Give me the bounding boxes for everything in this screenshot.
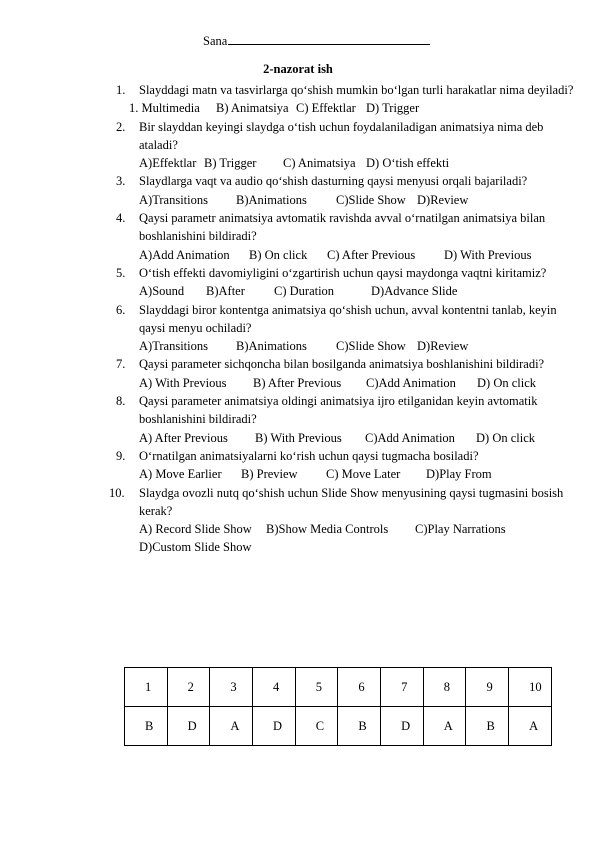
question-options <box>129 99 576 117</box>
table-cell: B <box>125 707 168 746</box>
option: A)Transitions <box>139 192 208 207</box>
table-cell: 10 <box>509 668 552 707</box>
question-item <box>116 172 576 209</box>
answer-table-header-row <box>125 668 552 707</box>
option: B)Animations <box>236 339 307 354</box>
option: B)Show Media Controls <box>266 522 389 537</box>
option: A) Record Slide Show <box>139 522 252 537</box>
question-options <box>139 191 576 209</box>
question-number: 6. <box>116 302 126 317</box>
question-text: Bir slayddan keyingi slaydga o‘tish uchun foydalaniladigan animatsiya nima deb ataladi? <box>139 119 544 152</box>
date-field <box>203 30 430 50</box>
question-item <box>109 484 576 557</box>
question-options <box>139 246 576 264</box>
question-number: 1. <box>116 83 126 97</box>
table-cell: 4 <box>253 668 296 707</box>
option: D) On click <box>477 375 537 390</box>
option: B) After Previous <box>253 375 342 390</box>
option: C)Add Animation <box>366 375 456 390</box>
table-cell: D <box>253 707 296 746</box>
table-cell: 7 <box>381 668 424 707</box>
option: A) After Previous <box>139 430 228 445</box>
table-cell: D <box>381 707 424 746</box>
table-cell: 1 <box>125 668 168 707</box>
question-text: O‘tish effekti davomiyligini o‘zgartirish uchun qaysi maydonga vaqtni kiritamiz? <box>139 265 547 280</box>
question-item <box>116 264 576 301</box>
question-item <box>116 447 576 484</box>
option: A) Move Earlier <box>139 467 222 482</box>
option: D)Review <box>417 339 469 354</box>
option: D)Play From <box>426 467 492 482</box>
table-cell: 8 <box>423 668 466 707</box>
question-options <box>139 374 576 392</box>
question-text: Slayddagi biror kontentga animatsiya qo‘shish uchun, avval kontentni tanlab, keyin qaysi menyu ochiladi? <box>139 302 557 335</box>
option: B) Preview <box>241 467 298 482</box>
question-options <box>139 282 576 300</box>
table-cell: B <box>466 707 509 746</box>
question-item <box>116 392 576 447</box>
date-label: Sana <box>203 34 228 48</box>
page-title: 2-nazorat ish <box>263 62 333 76</box>
question-item <box>116 301 576 356</box>
option: A)Sound <box>139 284 185 299</box>
option: D)Advance Slide <box>371 284 458 299</box>
option: 1. Multimedia <box>129 101 200 116</box>
answer-table <box>124 667 552 746</box>
question-number: 5. <box>116 265 126 280</box>
table-cell: A <box>509 707 552 746</box>
option: C)Slide Show <box>336 339 406 354</box>
option: A)Effektlar <box>139 156 197 171</box>
question-options <box>139 538 576 556</box>
table-cell: B <box>338 707 381 746</box>
option: C) After Previous <box>327 247 416 262</box>
answer-table-row <box>125 707 552 746</box>
question-number: 10. <box>109 485 125 500</box>
option: B) With Previous <box>255 430 342 445</box>
option: C) Effektlar <box>296 101 356 116</box>
option: A)Transitions <box>139 339 208 354</box>
question-text: Slaydlarga vaqt va audio qo‘shish dasturning qaysi menyusi orqali bajariladi? <box>139 174 528 189</box>
option: C) Animatsiya <box>283 156 356 171</box>
question-item <box>116 118 576 173</box>
option: C) Duration <box>274 284 335 299</box>
date-blank-line <box>228 30 430 45</box>
option: D) On click <box>476 430 536 445</box>
question-text: O‘rnatilgan animatsiyalarni ko‘rish uchun qaysi tugmacha bosiladi? <box>139 448 479 463</box>
question-text: Qaysi parameter animatsiya oldingi animatsiya ijro etilganidan keyin avtomatik boshlanishini bildiradi? <box>139 394 538 427</box>
table-cell: D <box>167 707 210 746</box>
option: A) With Previous <box>139 375 227 390</box>
question-text: Qaysi parametr animatsiya avtomatik ravishda avval o‘rnatilgan animatsiya bilan boshlanishini bildiradi? <box>139 211 546 244</box>
option: C)Slide Show <box>336 192 406 207</box>
table-cell: C <box>295 707 338 746</box>
option: C)Add Animation <box>365 430 455 445</box>
option: B) On click <box>249 247 308 262</box>
question-number: 2. <box>116 119 126 134</box>
option: D)Review <box>417 192 469 207</box>
table-cell: 2 <box>167 668 210 707</box>
table-cell: A <box>423 707 466 746</box>
question-text: Slaydga ovozli nutq qo‘shish uchun Slide Show menyusining qaysi tugmasini bosish kerak? <box>139 485 564 518</box>
question-options <box>139 520 576 538</box>
question-item <box>116 355 576 392</box>
question-list <box>109 81 576 557</box>
table-cell: 3 <box>210 668 253 707</box>
option: B)After <box>206 284 245 299</box>
table-cell: 9 <box>466 668 509 707</box>
question-number: 8. <box>116 394 126 409</box>
question-number: 4. <box>116 211 126 226</box>
question-text: Slayddagi matn va tasvirlarga qo‘shish mumkin bo‘lgan turli harakatlar nima deyiladi? <box>139 83 574 97</box>
option: C) Move Later <box>326 467 401 482</box>
question-number: 9. <box>116 448 126 463</box>
question-options <box>139 429 576 447</box>
option: C)Play Narrations <box>415 522 506 537</box>
option: B) Trigger <box>204 156 257 171</box>
question-number: 7. <box>116 357 126 372</box>
option: D)Custom Slide Show <box>139 540 252 555</box>
option: A)Add Animation <box>139 247 230 262</box>
question-item <box>116 209 576 264</box>
question-item <box>116 81 576 118</box>
table-cell: 5 <box>295 668 338 707</box>
option: B) Animatsiya <box>216 101 289 116</box>
table-cell: 6 <box>338 668 381 707</box>
question-options <box>139 465 576 483</box>
question-number: 3. <box>116 174 126 189</box>
question-options <box>139 337 576 355</box>
option: D) O‘tish effekti <box>366 156 450 171</box>
table-cell: A <box>210 707 253 746</box>
question-text: Qaysi parameter sichqoncha bilan bosilganda animatsiya boshlanishini bildiradi? <box>139 357 545 372</box>
option: D) With Previous <box>444 247 532 262</box>
option: D) Trigger <box>366 101 420 116</box>
option: B)Animations <box>236 192 307 207</box>
question-options <box>139 154 576 172</box>
